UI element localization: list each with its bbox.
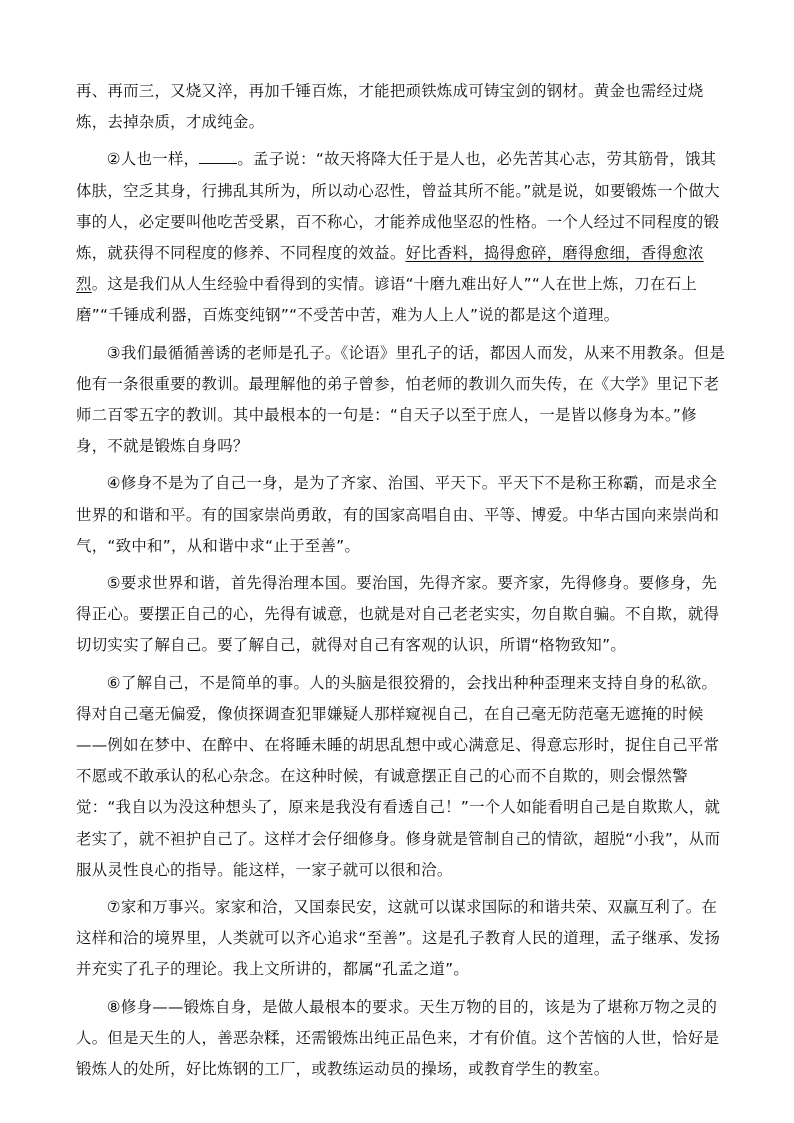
paragraph-text: 。孟子说：“故天将降大任于是人也，必先苦其心志，劳其筋骨，饿其体肤，空乏其身，行拂乱其所为，所以动心忍性，曾益其所不能。”就是说，如要锻炼一个做大事的人，必定要叫他吃苦受累，百不称心，才能养成他坚忍的性格。一个人经过不同程度的锻炼，就获得不同程度的修养、不同程度的效益。 xyxy=(76,150,720,263)
paragraph-text: ⑥了解自己，不是简单的事。人的头脑是很狡猾的，会找出种种歪理来支持自身的私欲。得对自己毫无偏爱，像侦探调查犯罪嫌疑人那样窥视自己，在自己毫无防范毫无遮掩的时候——例如在梦中、在醉中、在将睡未睡的胡思乱想中或心满意足、得意忘形时，捉住自己平常不愿或不敢承认的私心杂念。在这种时候，有诚意摆正自己的心而不自欺的，则会憬然警觉：“我自以为没这种想头了，原来是我没有看透自己！”一个人如能看明自己是自欺欺人，就老实了，就不袒护自己了。这样才会仔细修身。修身就是管制自己的情欲，超脱“小我”，从而服从灵性良心的指导。能这样，一家子就可以很和洽。 xyxy=(76,673,721,879)
paragraph-4 xyxy=(76,468,726,562)
paragraph-6 xyxy=(76,668,726,886)
paragraph-text: ⑦家和万事兴。家家和洽，又国泰民安，这就可以谋求国际的和谐共荣、双赢互利了。在这样和洽的境界里，人类就可以齐心追求“至善”。这是孔子教育人民的道理，孟子继承、发扬并充实了孔子的理论。我上文所讲的，都属“孔孟之道”。 xyxy=(76,898,721,979)
paragraph-text: ②人也一样， xyxy=(106,150,200,169)
paragraph-continued xyxy=(76,76,726,138)
paragraph-text: ⑤要求世界和谐，首先得治理本国。要治国，先得齐家。要齐家，先得修身。要修身，先得正心。要摆正自己的心，先得有诚意，也就是对自己老老实实，勿自欺自骗。不自欺，就得切切实实了解自己。要了解自己，就得对自己有客观的认识，所谓“格物致知”。 xyxy=(76,574,720,655)
paragraph-3 xyxy=(76,338,726,463)
paragraph-2 xyxy=(76,144,726,331)
paragraph-text: ⑧修身——锻炼自身，是做人最根本的要求。天生万物的目的，该是为了堪称万物之灵的人。但是天生的人，善恶杂糅，还需锻炼出纯正品色来，才有价值。这个苦恼的人世，恰好是锻炼人的处所，好比炼钢的工厂，或教练运动员的操场，或教育学生的教室。 xyxy=(76,997,720,1079)
paragraph-5 xyxy=(76,568,726,662)
paragraph-text: 。这是我们从人生经验中看得到的实情。谚语“十磨九难出好人”“人在世上炼，刀在石上磨”“千锤成利器，百炼变纯钢”“不受苦中苦，难为人上人”说的都是这个道理。 xyxy=(76,275,698,325)
article-body xyxy=(76,76,726,1091)
paragraph-text: ③我们最循循善诱的老师是孔子。《论语》里孔子的话，都因人而发，从来不用教条。但是他有一条很重要的教训。最理解他的弟子曾参，怕老师的教训久而失传，在《大学》里记下老师二百零五字的教训。其中最根本的一句是：“自天子以至于庶人，一是皆以修身为本。”修身，不就是锻炼自身吗？ xyxy=(76,343,726,456)
paragraph-8 xyxy=(76,992,726,1086)
paragraph-text: 再、再而三，又烧又淬，再加千锤百炼，才能把顽铁炼成可铸宝剑的钢材。黄金也需经过烧炼，去掉杂质，才成纯金。 xyxy=(76,82,704,132)
paragraph-7 xyxy=(76,892,726,986)
underlined-sentence: 好比香料，捣得愈碎，磨得愈细，香得愈浓烈 xyxy=(76,244,704,294)
paragraph-text: ④修身不是为了自己一身，是为了齐家、治国、平天下。平天下不是称王称霸，而是求全世界的和谐和平。有的国家崇尚勇敢，有的国家高唱自由、平等、博爱。中华古国向来崇尚和气，“致中和”，从和谐中求“止于至善”。 xyxy=(76,474,720,555)
fill-in-blank xyxy=(199,149,237,164)
